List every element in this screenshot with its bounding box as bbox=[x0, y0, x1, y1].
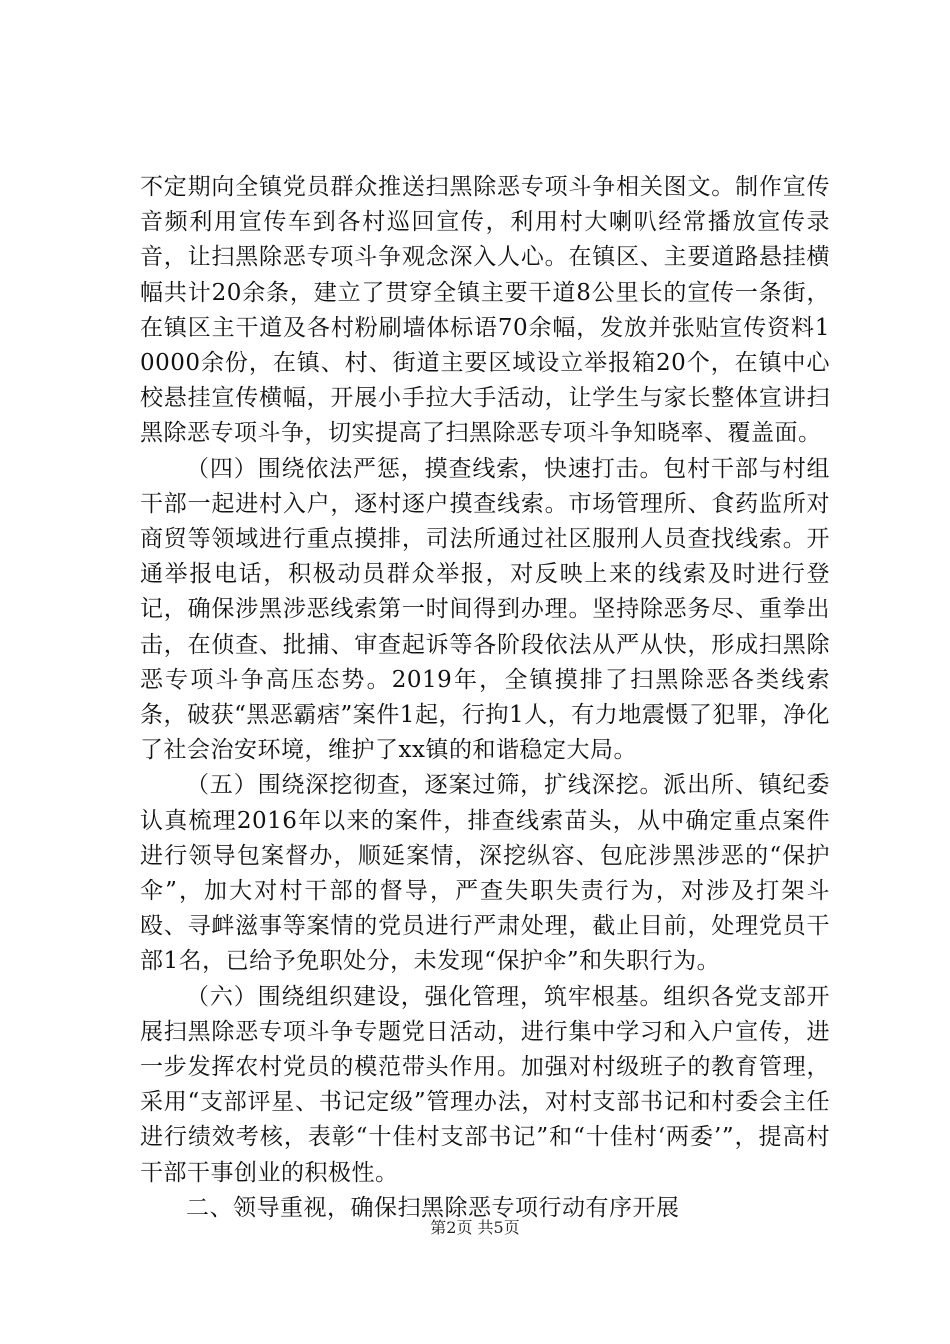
paragraph-section-5: （五）围绕深挖彻查，逐案过筛，扩线深挖。派出所、镇纪委认真梳理2016年以来的案件，排查线索苗头，从中确定重点案件进行领导包案督办，顺延案情，深挖纵容、包庇涉黑涉恶的“保护伞”，加大对村干部的督导，严查失职失责行为，对涉及打架斗殴、寻衅滋事等案情的党员进行严肃处理，截止目前，处理党员干部1名，已给予免职处分，未发现“保护伞”和失职行为。 bbox=[140, 772, 830, 975]
section-heading: 二、领导重视，确保扫黑除恶专项行动有序开展 bbox=[186, 1194, 680, 1221]
paragraph-section-6: （六）围绕组织建设，强化管理，筑牢根基。组织各党支部开展扫黑除恶专项斗争专题党日活动，进行集中学习和入户宣传，进一步发挥农村党员的模范带头作用。加强对村级班子的教育管理，采用“支部评星、书记定级”管理办法，对村支部书记和村委会主任进行绩效考核，表彰“十佳村支部书记”和“十佳村‘两委’”，提高村干部干事创业的积极性。 bbox=[140, 983, 830, 1186]
paragraph-continuation: 不定期向全镇党员群众推送扫黑除恶专项斗争相关图文。制作宣传音频利用宣传车到各村巡回宣传，利用村大喇叭经常播放宣传录音，让扫黑除恶专项斗争观念深入人心。在镇区、主要道路悬挂横幅共计20余条，建立了贯穿全镇主要干道8公里长的宣传一条街，在镇区主干道及各村粉刷墙体标语70余幅，发放并张贴宣传资料10000余份，在镇、村、街道主要区域设立举报箱20个，在镇中心校悬挂宣传横幅，开展小手拉大手活动，让学生与家长整体宣讲扫黑除恶专项斗争，切实提高了扫黑除恶专项斗争知晓率、覆盖面。 bbox=[140, 174, 830, 447]
paragraph-section-4: （四）围绕依法严惩，摸查线索，快速打击。包村干部与村组干部一起进村入户，逐村逐户摸查线索。市场管理所、食药监所对商贸等领域进行重点摸排，司法所通过社区服刑人员查找线索。开通举报电话，积极动员群众举报，对反映上来的线索及时进行登记，确保涉黑涉恶线索第一时间得到办理。坚持除恶务尽、重拳出击，在侦查、批捕、审查起诉等各阶段依法从严从快，形成扫黑除恶专项斗争高压态势。2019年，全镇摸排了扫黑除恶各类线索条，破获“黑恶霸痞”案件1起，行拘1人，有力地震慑了犯罪，净化了社会治安环境，维护了xx镇的和谐稳定大局。 bbox=[140, 455, 830, 764]
document-body bbox=[140, 170, 830, 1226]
page-number-footer: 第2页 共5页 bbox=[430, 1218, 520, 1237]
